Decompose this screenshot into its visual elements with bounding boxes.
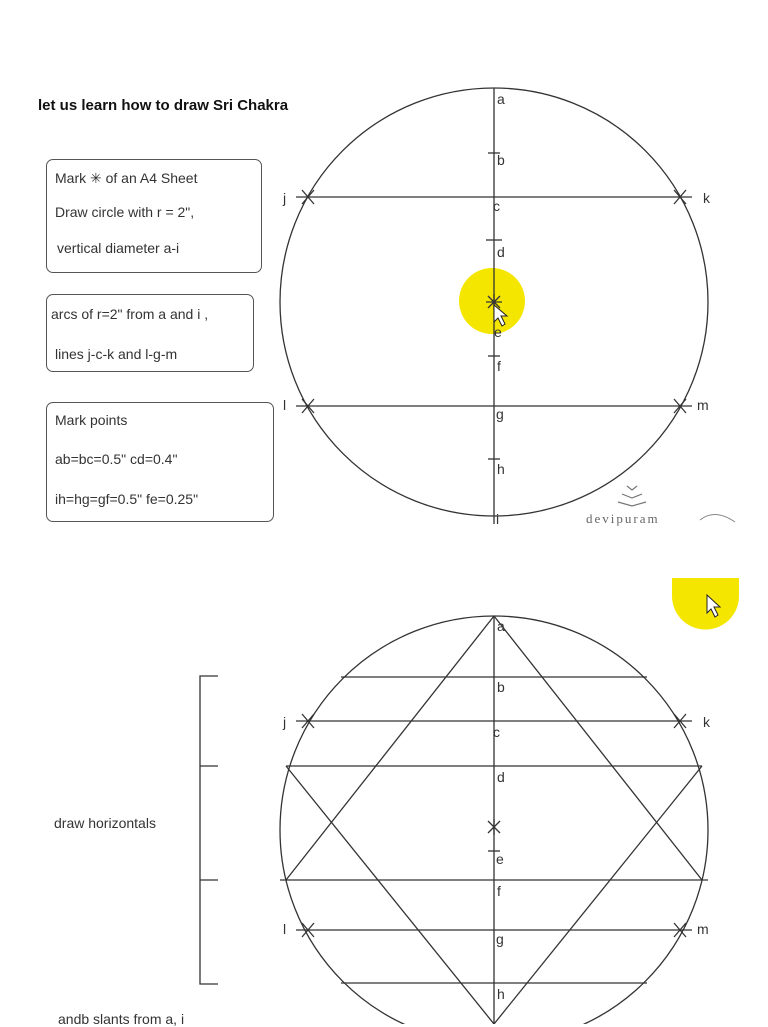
label-m-2: m	[697, 921, 709, 937]
label-g-1: g	[496, 406, 504, 422]
label-d-1: d	[497, 244, 505, 260]
highlight-2	[672, 578, 739, 630]
label-b-1: b	[497, 152, 505, 168]
label-e-1: e	[494, 324, 502, 340]
label-l-2: l	[283, 921, 287, 937]
highlight-1	[459, 268, 525, 334]
label-i-1: i	[496, 511, 500, 527]
label-j-2: j	[283, 714, 287, 730]
slant-a-left	[286, 616, 494, 880]
slant-bottom-left	[286, 766, 494, 1024]
label-g-2: g	[496, 931, 504, 947]
logo-mark-icon	[618, 486, 646, 506]
logo-swoosh	[700, 514, 735, 522]
label-a-1: a	[497, 91, 505, 107]
step2-line2: lines j-c-k and l-g-m	[55, 346, 178, 362]
label-b-2: b	[497, 679, 505, 695]
label-f-2: f	[497, 883, 501, 899]
label-j-1: j	[283, 190, 287, 206]
slant-a-right	[494, 616, 702, 880]
label-e-2: e	[496, 851, 504, 867]
step2-line1: arcs of r=2" from a and i ,	[51, 306, 209, 322]
label-l-1: l	[283, 397, 287, 413]
label-d-2: d	[497, 769, 505, 785]
label-h-2: h	[497, 986, 505, 1002]
label-h-1: h	[497, 461, 505, 477]
page-title: let us learn how to draw Sri Chakra	[38, 97, 289, 114]
devipuram-logo	[586, 486, 735, 526]
step1-line1: Mark ✳ of an A4 Sheet	[55, 170, 198, 186]
label-m-1: m	[697, 397, 709, 413]
label-a-2: a	[497, 618, 505, 634]
logo-text: devipuram	[586, 511, 660, 526]
step3-line1: Mark points	[55, 412, 128, 428]
label-k-1: k	[703, 190, 710, 206]
diagram-2	[200, 616, 708, 1024]
bracket-horizontals	[200, 676, 218, 984]
note-slants: andb slants from a, i	[58, 1011, 185, 1027]
label-c-2: c	[493, 724, 500, 740]
label-f-1: f	[497, 358, 501, 374]
step1-line3: vertical diameter a-i	[57, 240, 180, 256]
label-k-2: k	[703, 714, 710, 730]
slant-bottom-right	[494, 766, 702, 1024]
step3-line3: ih=hg=gf=0.5" fe=0.25"	[55, 491, 199, 507]
note-draw-horizontals: draw horizontals	[54, 815, 156, 831]
label-c-1: c	[493, 198, 500, 214]
step1-line2: Draw circle with r = 2",	[55, 204, 195, 220]
step3-line2: ab=bc=0.5" cd=0.4"	[55, 451, 178, 467]
center-star-2	[488, 819, 500, 835]
